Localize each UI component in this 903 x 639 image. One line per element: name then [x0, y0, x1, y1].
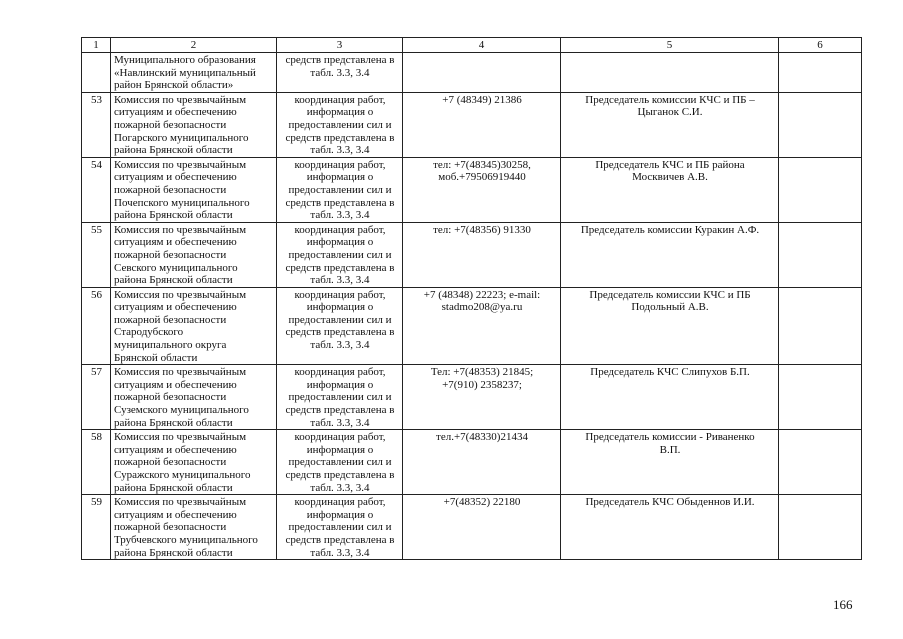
table-row: [82, 287, 862, 365]
commission-function: координация работ, информация о предоставлении сил и средств представлена в табл. 3.3, 3.4: [277, 157, 403, 222]
commission-contact: тел: +7(48345)30258, моб.+79506919440: [403, 157, 561, 222]
commission-note: [779, 365, 862, 430]
commission-name: Комиссия по чрезвычайным ситуациям и обеспечению пожарной безопасности Стародубского муниципального округа Брянской области: [111, 287, 277, 365]
commission-note: [779, 92, 862, 157]
commission-function: средств представлена в табл. 3.3, 3.4: [277, 53, 403, 93]
commission-contact: +7 (48349) 21386: [403, 92, 561, 157]
commission-head: [561, 53, 779, 93]
row-number: 59: [82, 495, 111, 560]
commission-name: Комиссия по чрезвычайным ситуациям и обеспечению пожарной безопасности Трубчевского муниципального района Брянской области: [111, 495, 277, 560]
commission-contact: тел: +7(48356) 91330: [403, 222, 561, 287]
row-number: 56: [82, 287, 111, 365]
table-row: [82, 365, 862, 430]
column-header: 3: [277, 38, 403, 53]
table-row: [82, 430, 862, 495]
column-header: 5: [561, 38, 779, 53]
commission-name: Комиссия по чрезвычайным ситуациям и обеспечению пожарной безопасности Суземского муниципального района Брянской области: [111, 365, 277, 430]
commission-note: [779, 157, 862, 222]
commission-function: координация работ, информация о предоставлении сил и средств представлена в табл. 3.3, 3.4: [277, 92, 403, 157]
commission-function: координация работ, информация о предоставлении сил и средств представлена в табл. 3.3, 3.4: [277, 365, 403, 430]
commission-head: Председатель комиссии - Риваненко В.П.: [561, 430, 779, 495]
row-number: 57: [82, 365, 111, 430]
row-number: [82, 53, 111, 93]
commission-name: Комиссия по чрезвычайным ситуациям и обеспечению пожарной безопасности Суражского муниципального района Брянской области: [111, 430, 277, 495]
column-header: 1: [82, 38, 111, 53]
commission-head: Председатель КЧС Обыденнов И.И.: [561, 495, 779, 560]
row-number: 55: [82, 222, 111, 287]
commission-name: Комиссия по чрезвычайным ситуациям и обеспечению пожарной безопасности Погарского муниципального района Брянской области: [111, 92, 277, 157]
row-number: 58: [82, 430, 111, 495]
commission-head: Председатель КЧС и ПБ района Москвичев А.В.: [561, 157, 779, 222]
table-row: [82, 157, 862, 222]
table-row: [82, 222, 862, 287]
commission-contact: [403, 53, 561, 93]
column-header: 4: [403, 38, 561, 53]
table-row: [82, 92, 862, 157]
commission-note: [779, 53, 862, 93]
commission-function: координация работ, информация о предоставлении сил и средств представлена в табл. 3.3, 3.4: [277, 430, 403, 495]
commission-contact: тел.+7(48330)21434: [403, 430, 561, 495]
column-number-row: [82, 38, 862, 53]
commission-name: Комиссия по чрезвычайным ситуациям и обеспечению пожарной безопасности Севского муниципального района Брянской области: [111, 222, 277, 287]
commission-contact: +7(48352) 22180: [403, 495, 561, 560]
column-header: 2: [111, 38, 277, 53]
table-row: [82, 53, 862, 93]
column-header: 6: [779, 38, 862, 53]
commission-note: [779, 222, 862, 287]
commission-contact: Тел: +7(48353) 21845; +7(910) 2358237;: [403, 365, 561, 430]
commission-function: координация работ, информация о предоставлении сил и средств представлена в табл. 3.3, 3.4: [277, 287, 403, 365]
commission-name: Муниципального образования «Навлинский муниципальный район Брянской области»: [111, 53, 277, 93]
commission-note: [779, 430, 862, 495]
commission-head: Председатель КЧС Слипухов Б.П.: [561, 365, 779, 430]
commission-note: [779, 495, 862, 560]
page-number: 166: [833, 597, 853, 612]
commission-head: Председатель комиссии Куракин А.Ф.: [561, 222, 779, 287]
commission-head: Председатель комиссии КЧС и ПБ Подольный А.В.: [561, 287, 779, 365]
row-number: 54: [82, 157, 111, 222]
commission-note: [779, 287, 862, 365]
commission-function: координация работ, информация о предоставлении сил и средств представлена в табл. 3.3, 3.4: [277, 495, 403, 560]
commission-head: Председатель комиссии КЧС и ПБ – Цыганок С.И.: [561, 92, 779, 157]
table-row: [82, 495, 862, 560]
commissions-table: [81, 37, 862, 560]
commission-name: Комиссия по чрезвычайным ситуациям и обеспечению пожарной безопасности Почепского муниципального района Брянской области: [111, 157, 277, 222]
commission-contact: +7 (48348) 22223; e-mail: stadmo208@ya.ru: [403, 287, 561, 365]
commission-function: координация работ, информация о предоставлении сил и средств представлена в табл. 3.3, 3.4: [277, 222, 403, 287]
row-number: 53: [82, 92, 111, 157]
